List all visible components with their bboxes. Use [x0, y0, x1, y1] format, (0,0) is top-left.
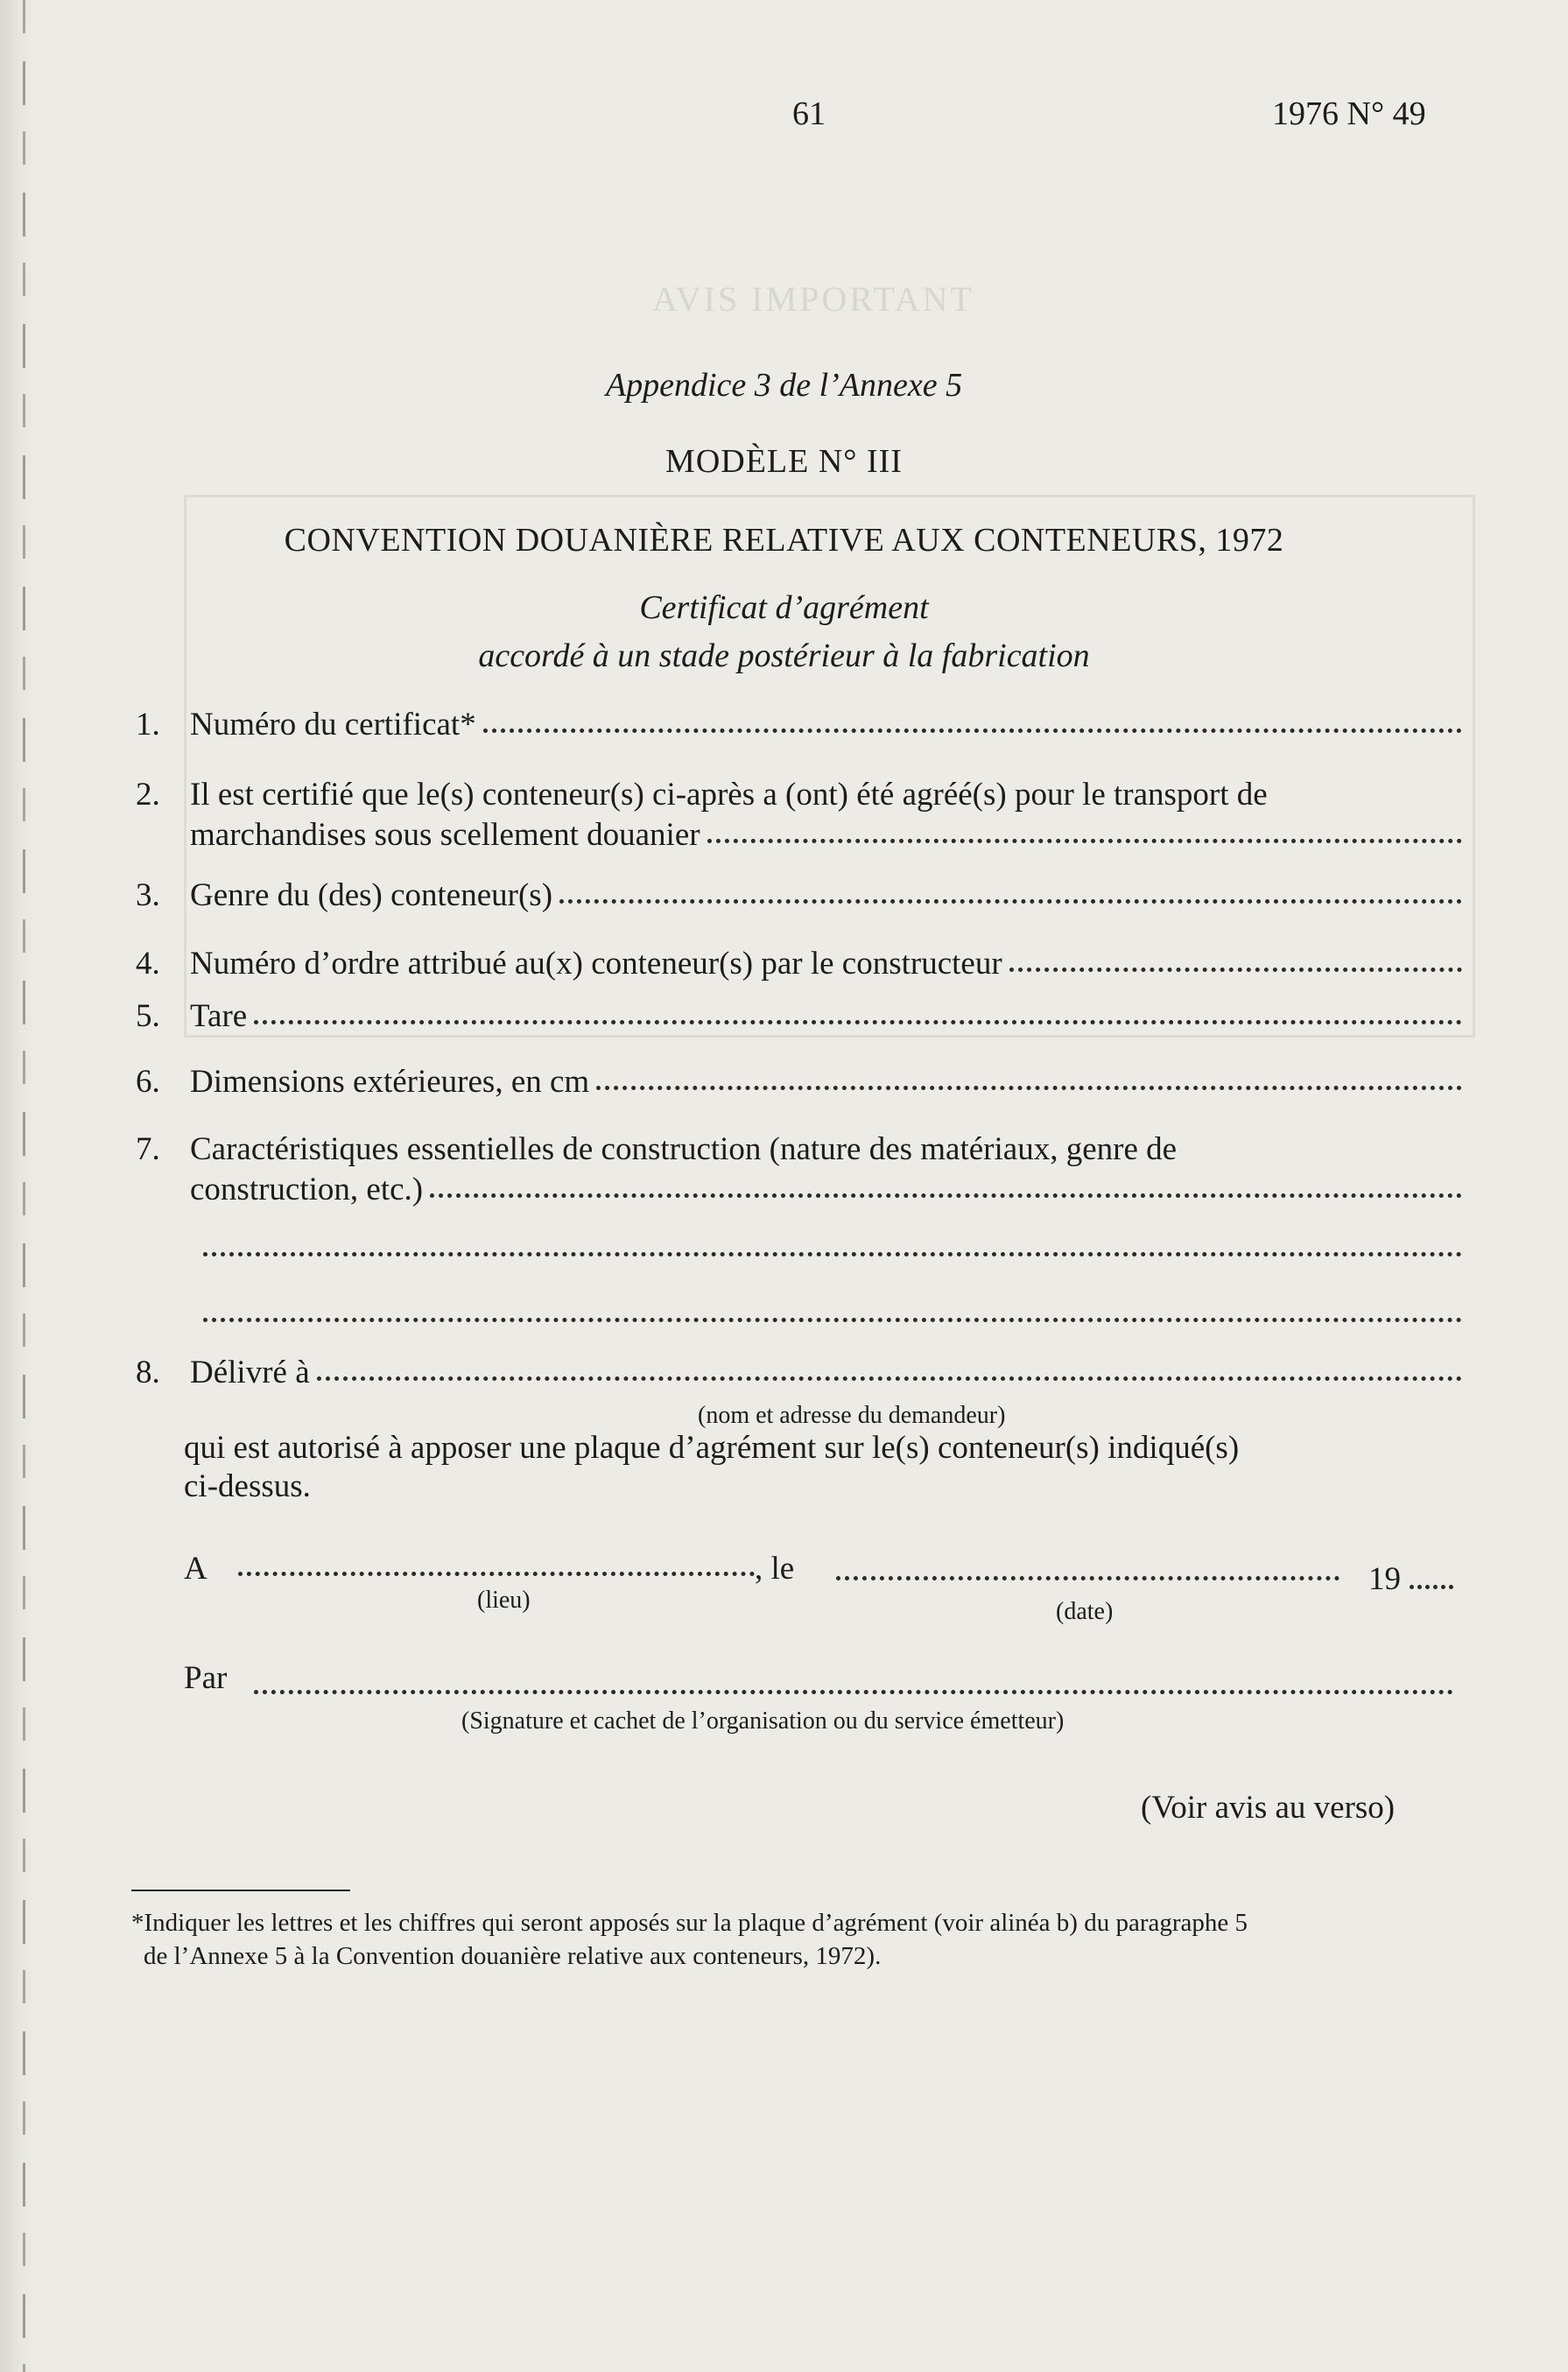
- date-caption: (date): [1056, 1598, 1114, 1625]
- bleed-through-title: AVIS IMPORTANT: [652, 279, 974, 319]
- page-number: 61: [792, 95, 826, 132]
- item-number: 8.: [136, 1355, 160, 1390]
- item-label: Délivré à: [190, 1355, 310, 1390]
- fill-in-line[interactable]: [430, 1178, 1462, 1199]
- fill-in-line-extra-1[interactable]: [203, 1252, 1462, 1256]
- footnote: [131, 1907, 1248, 1973]
- item-number: 3.: [136, 877, 160, 913]
- item-number: 6.: [136, 1064, 160, 1100]
- certificate-subtitle: accordé à un stade postérieur à la fabrication: [478, 637, 1090, 674]
- fill-in-line[interactable]: [483, 713, 1462, 734]
- item-label: Numéro du certificat*: [190, 707, 476, 743]
- authorisation-text-continued: ci-dessus.: [184, 1468, 311, 1504]
- fill-in-line[interactable]: [707, 823, 1462, 844]
- item-number: 5.: [136, 998, 160, 1034]
- form-item-3: [136, 876, 1462, 916]
- item-number: 7.: [136, 1131, 160, 1167]
- item-number: 4.: [136, 946, 160, 982]
- signature-fill-in-line[interactable]: [254, 1690, 1453, 1694]
- appendix-title: Appendice 3 de l’Annexe 5: [605, 367, 963, 404]
- fill-in-line[interactable]: [1009, 952, 1462, 973]
- year-fill-in-line[interactable]: [1410, 1585, 1453, 1589]
- item-label: Numéro d’ordre attribué au(x) conteneur(s) par le constructeur: [190, 946, 1002, 982]
- applicant-caption: (nom et adresse du demandeur): [698, 1402, 1006, 1429]
- footnote-rule: [131, 1890, 350, 1891]
- form-item-1: [136, 705, 1462, 745]
- item-label-continued: marchandises sous scellement douanier: [190, 817, 700, 854]
- form-item-8: [136, 1353, 1462, 1393]
- date-separator: , le: [755, 1551, 795, 1587]
- year-prefix: 19: [1368, 1561, 1401, 1597]
- signature-caption: (Signature et cachet de l’organisation ou du service émetteur): [461, 1707, 1065, 1735]
- item-number: 2.: [136, 777, 160, 813]
- model-title: MODÈLE N° III: [665, 443, 903, 480]
- item-label: Caractéristiques essentielles de construction (nature des matériaux, genre de: [190, 1131, 1178, 1167]
- item-number: 1.: [136, 707, 160, 743]
- place-label: A: [184, 1551, 207, 1587]
- item-label-continued: construction, etc.): [190, 1172, 424, 1208]
- form-item-5: [136, 996, 1462, 1037]
- fill-in-line-extra-2[interactable]: [203, 1318, 1462, 1322]
- item-label: Genre du (des) conteneur(s): [190, 877, 553, 913]
- place-caption: (lieu): [477, 1587, 531, 1614]
- item-label: Dimensions extérieures, en cm: [190, 1064, 590, 1100]
- binding-gutter: [0, 0, 35, 2372]
- footnote-line-2: de l’Annexe 5 à la Convention douanière relative aux conteneurs, 1972).: [144, 1941, 882, 1970]
- form-item-4: [136, 944, 1462, 984]
- item-label: Il est certifié que le(s) conteneur(s) ci-après a (ont) été agréé(s) pour le transport de: [190, 777, 1268, 813]
- applicant-fill-in-line[interactable]: [317, 1361, 1462, 1382]
- document-reference: 1976 N° 49: [1272, 95, 1426, 132]
- fill-in-line[interactable]: [596, 1070, 1462, 1091]
- form-item-6: [136, 1062, 1462, 1102]
- certificate-title: Certificat d’agrément: [639, 589, 929, 626]
- see-notice: (Voir avis au verso): [1141, 1790, 1396, 1826]
- convention-title: CONVENTION DOUANIÈRE RELATIVE AUX CONTENEURS, 1972: [284, 522, 1284, 559]
- authorisation-text: qui est autorisé à apposer une plaque d’agrément sur le(s) conteneur(s) indiqué(s): [184, 1430, 1240, 1466]
- place-fill-in-line[interactable]: [238, 1572, 755, 1576]
- by-label: Par: [184, 1660, 228, 1696]
- footnote-line-1: *Indiquer les lettres et les chiffres qui seront apposés sur la plaque d’agrément (voir alinéa b) du paragraphe 5: [131, 1909, 1248, 1937]
- date-fill-in-line[interactable]: [836, 1576, 1339, 1580]
- item-label: Tare: [190, 998, 248, 1034]
- fill-in-line[interactable]: [254, 1004, 1462, 1025]
- form-item-7: [136, 1130, 1462, 1211]
- form-item-2: [136, 775, 1462, 856]
- fill-in-line[interactable]: [559, 883, 1462, 904]
